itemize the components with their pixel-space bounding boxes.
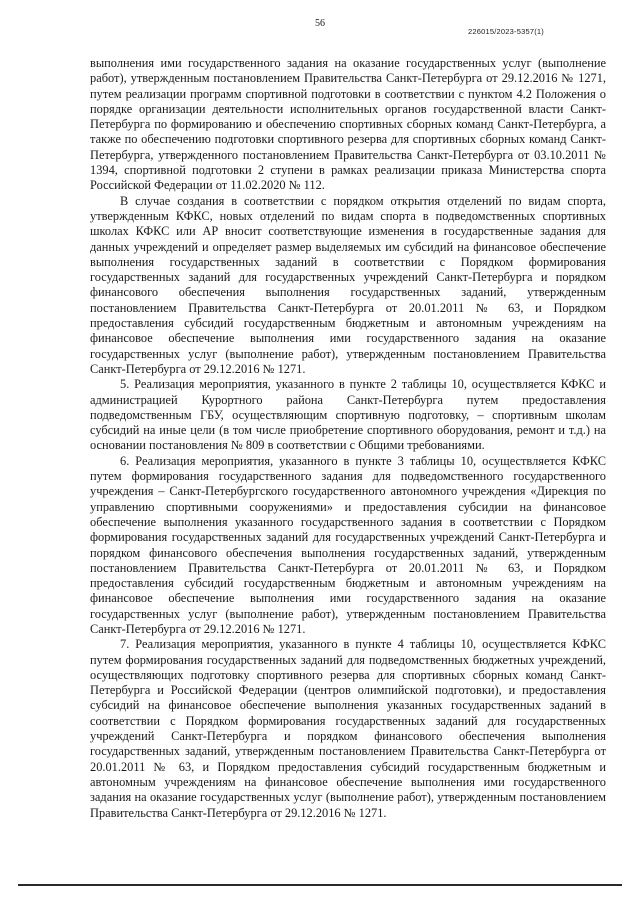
paragraph-item-5: 5. Реализация мероприятия, указанного в пункте 2 таблицы 10, осуществляется КФКС и администрацией Курортного района Санкт-Петербурга путем предоставления подведомственным ГБУ, осуществляющим спортивную подготовку, – спортивным школам субсидий на иные цели (в том числе приобретение спортивного оборудования, ремонт и т.д.) на основании постановления № 809 в соответствии с Общими требованиями. xyxy=(90,377,606,453)
document-body xyxy=(90,56,606,821)
paragraph-continuation: выполнения ими государственного задания на оказание государственных услуг (выполнение работ), утвержденным постановлением Правительства Санкт-Петербурга от 29.12.2016 № 1271, путем реализации программ спортивной подготовки в соответствии с пунктом 4.2 Положения о порядке организации деятельности исполнительных органов государственной власти Санкт-Петербурга по формированию и обеспечению спортивных сборных команд Санкт-Петербурга, а также по обеспечению подготовки спортивного резерва для спортивных сборных команд Санкт-Петербурга, утвержденного постановлением Правительства Санкт-Петербурга от 03.10.2011 № 1394, спортивной подготовки 2 ступени в рамках реализации приказа Министерства спорта Российской Федерации от 11.02.2020 № 112. xyxy=(90,56,606,193)
document-registration-number: 226015/2023-5357(1) xyxy=(468,27,544,36)
page-number: 56 xyxy=(315,18,325,29)
paragraph-item-7: 7. Реализация мероприятия, указанного в пункте 4 таблицы 10, осуществляется КФКС путем формирования государственных заданий для подведомственных бюджетных учреждений, осуществляющих подготовку спортивного резерва для спортивных сборных команд Санкт-Петербурга и Российской Федерации (центров олимпийской подготовки), и предоставления субсидий на финансовое обеспечение выполнения указанных государственных заданий в соответствии с Порядком формирования государственных заданий для государственных учреждений Санкт-Петербурга и порядком финансового обеспечения выполнения государственных заданий, утвержденным постановлением Правительства Санкт-Петербурга от 20.01.2011 № 63, и Порядком предоставления субсидий государственным бюджетным и автономным учреждениям на финансовое обеспечение выполнения ими государственного задания на оказание государственных услуг (выполнение работ), утвержденным постановлением Правительства Санкт-Петербурга от 29.12.2016 № 1271. xyxy=(90,637,606,820)
paragraph-new-departments: В случае создания в соответствии с порядком открытия отделений по видам спорта, утвержденным КФКС, новых отделений по видам спорта в подведомственных спортивных школах КФКС или АР вносит соответствующие изменения в государственные задания для данных учреждений и определяет размер выделяемых им субсидий на финансовое обеспечение выполнения государственных заданий в соответствии с Порядком формирования государственных заданий для государственных учреждений Санкт-Петербурга и порядком финансового обеспечения выполнения государственных заданий, утвержденным постановлением Правительства Санкт-Петербурга от 20.01.2011 № 63, и Порядком предоставления субсидий государственным бюджетным и автономным учреждениям на финансовое обеспечение выполнения ими государственного задания на оказание государственных услуг (выполнение работ), утвержденным постановлением Правительства Санкт-Петербурга от 29.12.2016 № 1271. xyxy=(90,193,606,376)
paragraph-item-6: 6. Реализация мероприятия, указанного в пункте 3 таблицы 10, осуществляется КФКС путем формирования государственного задания для подведомственного государственного учреждения – Санкт-Петербургского государственного автономного учреждения «Дирекция по управлению спортивными сооружениями» и предоставления субсидии на финансовое обеспечение выполнения указанного государственного задания в соответствии с Порядком формирования государственных заданий для государственных учреждений Санкт-Петербурга и порядком финансового обеспечения выполнения государственных заданий, утвержденным постановлением Правительства Санкт-Петербурга от 20.01.2011 № 63, и Порядком предоставления субсидий государственным бюджетным и автономным учреждениям на финансовое обеспечение выполнения ими государственного задания на оказание государственных услуг (выполнение работ), утвержденным постановлением Правительства Санкт-Петербурга от 29.12.2016 № 1271. xyxy=(90,453,606,636)
bottom-scan-line xyxy=(18,884,622,886)
